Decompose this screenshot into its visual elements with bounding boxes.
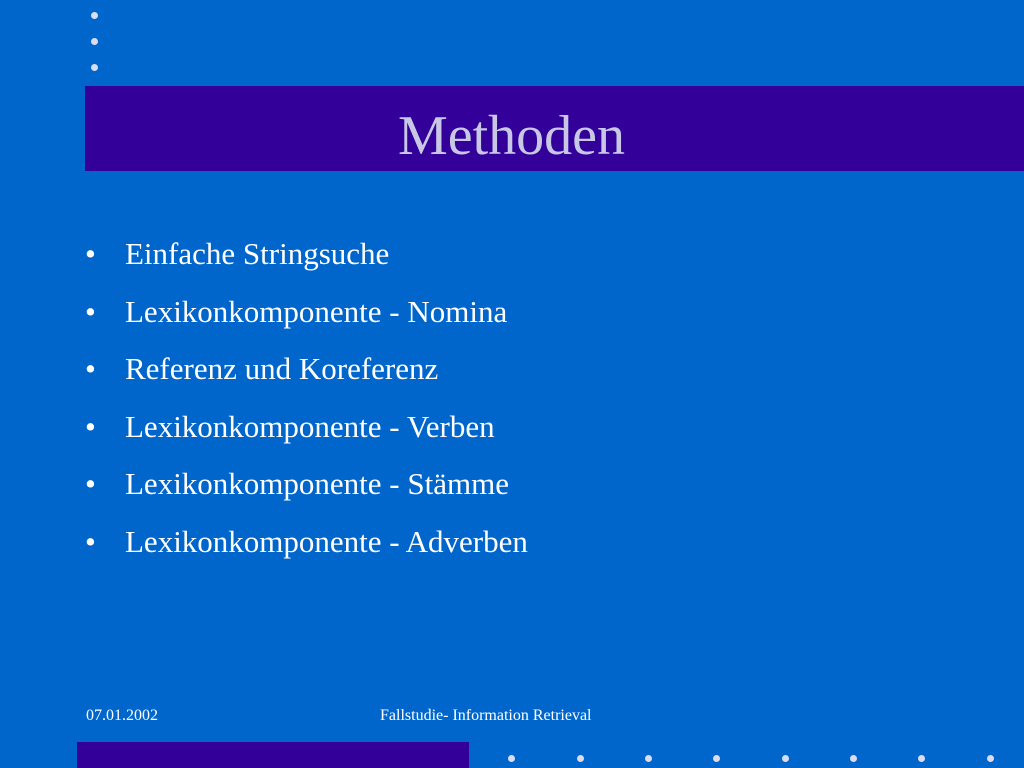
decor-dot-bottom-1: [508, 755, 515, 762]
bullet-text: Lexikonkomponente - Adverben: [125, 523, 528, 559]
decor-dot-bottom-8: [987, 755, 994, 762]
bullet-text: Einfache Stringsuche: [125, 236, 390, 271]
bullet-text: Lexikonkomponente - Nomina: [125, 293, 508, 329]
bullet-icon: •: [85, 466, 96, 501]
decor-dot-top-1: [91, 12, 98, 19]
bullet-icon: •: [85, 523, 96, 559]
decor-dot-bottom-3: [645, 755, 652, 762]
bullet-icon: •: [85, 351, 96, 386]
decor-dot-top-3: [91, 64, 98, 71]
decor-dot-top-2: [91, 38, 98, 45]
footer-title: Fallstudie- Information Retrieval: [380, 707, 592, 724]
bottom-band: [77, 742, 469, 768]
decor-dot-bottom-2: [577, 755, 584, 762]
decor-dot-bottom-5: [782, 755, 789, 762]
bullet-icon: •: [85, 408, 96, 444]
title-band: [85, 86, 1024, 171]
bullet-text: Lexikonkomponente - Stämme: [125, 466, 509, 501]
decor-dot-bottom-4: [713, 755, 720, 762]
bullet-icon: •: [85, 293, 96, 329]
decor-dot-bottom-6: [850, 755, 857, 762]
bullet-text: Lexikonkomponente - Verben: [125, 408, 495, 444]
footer-date: 07.01.2002: [86, 707, 158, 724]
bullet-icon: •: [85, 236, 96, 271]
bullet-text: Referenz und Koreferenz: [125, 351, 439, 386]
decor-dot-bottom-7: [918, 755, 925, 762]
slide-title: Methoden: [397, 105, 626, 167]
